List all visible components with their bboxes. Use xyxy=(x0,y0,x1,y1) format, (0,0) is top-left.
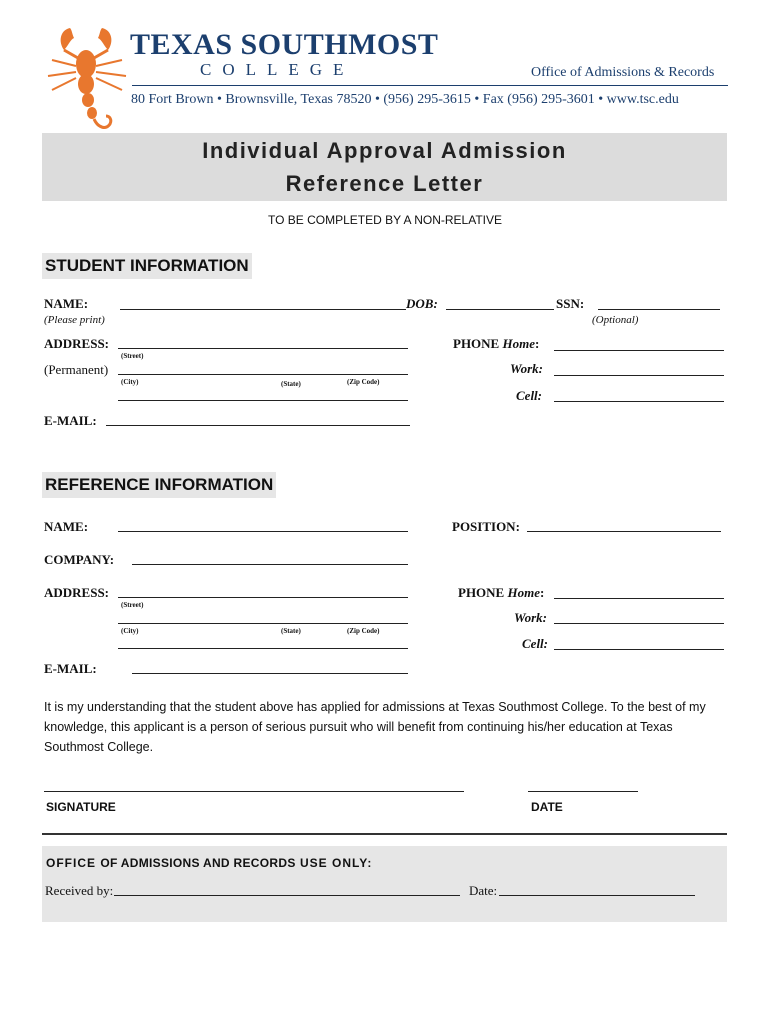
student-work-label: Work: xyxy=(510,361,543,376)
street-caption: (Street) xyxy=(121,352,144,360)
reference-email-label: E-MAIL: xyxy=(44,661,97,676)
student-name-label: NAME: xyxy=(44,296,89,311)
reference-email-field[interactable] xyxy=(132,673,408,674)
college-logo xyxy=(40,24,132,136)
zip-caption: (Zip Code) xyxy=(347,378,380,386)
reference-statement: It is my understanding that the student above has applied for admissions at Texas Southmost College. To the best of my knowledge, this applicant is a person of serious pursuit who will benefit from continuing his/her education at Texas Southmost College. xyxy=(44,700,706,754)
reference-city-caption: (City) xyxy=(121,627,139,635)
reference-cell-phone-field[interactable] xyxy=(554,649,724,650)
reference-name-field[interactable] xyxy=(118,531,408,532)
office-date-label: Date: xyxy=(469,883,498,898)
reference-work-label: Work: xyxy=(514,610,547,625)
reference-section-heading: REFERENCE INFORMATION xyxy=(42,472,276,498)
scorpion-logo-icon xyxy=(40,24,132,136)
office-label: Office of Admissions & Records xyxy=(531,65,715,80)
student-cell-label: Cell: xyxy=(516,388,543,403)
please-print-note: (Please print) xyxy=(44,314,105,326)
signature-field[interactable] xyxy=(44,791,464,792)
student-dob-field[interactable] xyxy=(446,309,554,310)
form-subtitle: TO BE COMPLETED BY A NON-RELATIVE xyxy=(267,213,503,227)
student-ssn-field[interactable] xyxy=(598,309,720,310)
reference-state-caption: (State) xyxy=(281,627,301,635)
college-subtitle: COLLEGE xyxy=(200,60,355,79)
reference-company-field[interactable] xyxy=(132,564,408,565)
city-caption: (City) xyxy=(121,378,139,386)
student-address-label: ADDRESS: xyxy=(44,336,110,351)
date-field[interactable] xyxy=(528,791,638,792)
date-label: DATE xyxy=(531,800,563,814)
reference-address-line3-field[interactable] xyxy=(118,648,408,649)
received-by-field[interactable] xyxy=(114,895,460,896)
signature-label: SIGNATURE xyxy=(46,800,116,814)
student-city-state-zip-field[interactable] xyxy=(118,374,408,375)
reference-company-label: COMPANY: xyxy=(44,552,115,567)
college-address: 80 Fort Brown • Brownsville, Texas 78520 • (956) 295-3615 • Fax (956) 295-3601 • www.tsc.edu xyxy=(131,92,679,107)
reference-home-phone-field[interactable] xyxy=(554,598,724,599)
form-title: Individual Approval Admission xyxy=(202,138,567,163)
reference-cell-label: Cell: xyxy=(522,636,549,651)
student-ssn-label: SSN: xyxy=(556,296,585,311)
student-cell-phone-field[interactable] xyxy=(554,401,724,402)
reference-work-phone-field[interactable] xyxy=(554,623,724,624)
ssn-optional-note: (Optional) xyxy=(592,314,639,326)
reference-phone-home-label: PHONE Home: xyxy=(458,585,545,600)
student-dob-label: DOB: xyxy=(406,296,438,311)
reference-street-field[interactable] xyxy=(118,597,408,598)
office-divider xyxy=(42,833,727,835)
reference-city-state-zip-field[interactable] xyxy=(118,623,408,624)
reference-address-label: ADDRESS: xyxy=(44,585,110,600)
student-email-field[interactable] xyxy=(106,425,410,426)
reference-name-label: NAME: xyxy=(44,519,89,534)
form-title-line2: Reference Letter xyxy=(285,171,484,196)
student-work-phone-field[interactable] xyxy=(554,375,724,376)
student-street-field[interactable] xyxy=(118,348,408,349)
student-name-field[interactable] xyxy=(120,309,406,310)
college-name: TEXAS SOUTHMOST xyxy=(130,28,439,61)
reference-zip-caption: (Zip Code) xyxy=(347,627,380,635)
reference-position-field[interactable] xyxy=(527,531,721,532)
student-email-label: E-MAIL: xyxy=(44,413,97,428)
student-address-line3-field[interactable] xyxy=(118,400,408,401)
office-date-field[interactable] xyxy=(499,895,695,896)
title-box xyxy=(42,133,727,201)
reference-street-caption: (Street) xyxy=(121,601,144,609)
reference-position-label: POSITION: xyxy=(452,519,520,534)
header-divider xyxy=(132,85,728,86)
state-caption: (State) xyxy=(281,380,301,388)
student-section-heading: STUDENT INFORMATION xyxy=(42,253,252,279)
permanent-note: (Permanent) xyxy=(44,362,109,377)
received-by-label: Received by: xyxy=(45,883,114,898)
student-phone-home-label: PHONE Home: xyxy=(453,336,540,351)
office-use-title: OFFICE OF ADMISSIONS AND RECORDS USE ONLY: xyxy=(46,856,373,870)
student-home-phone-field[interactable] xyxy=(554,350,724,351)
